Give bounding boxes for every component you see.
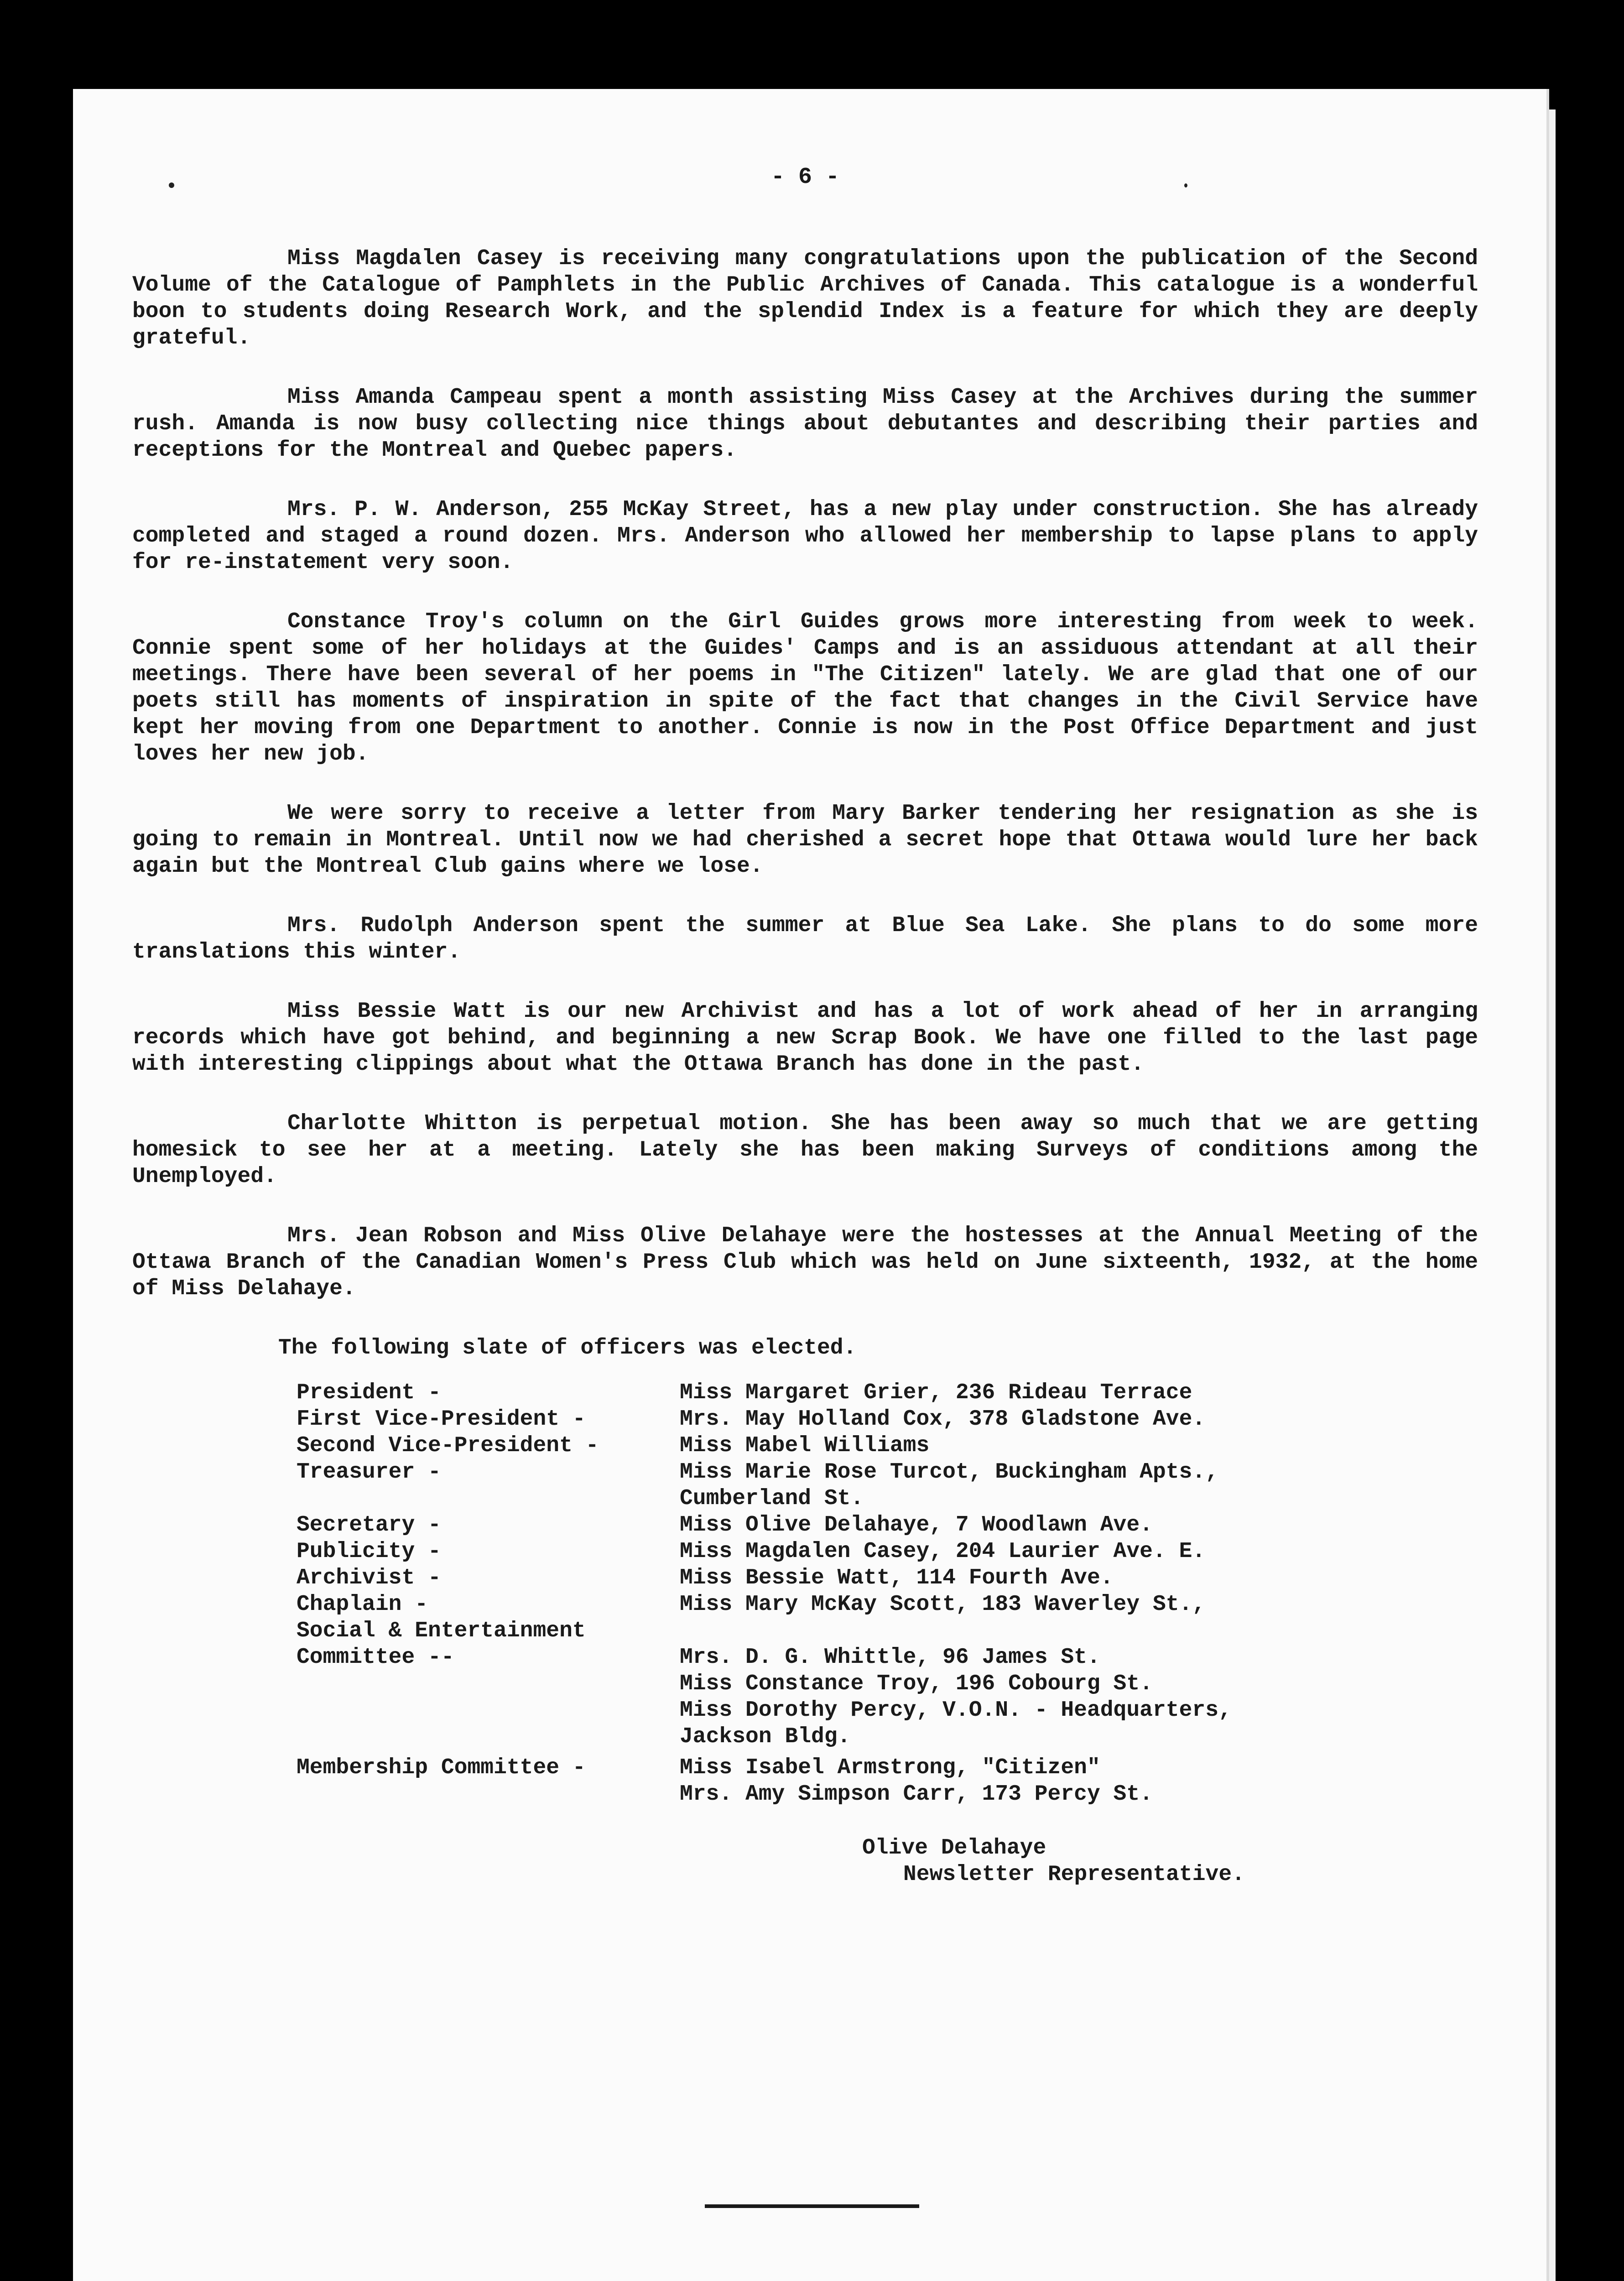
officer-role: Archivist - — [297, 1566, 441, 1590]
officer-name: Miss Marie Rose Turcot, Buckingham Apts., Cumberland St. — [680, 1460, 1218, 1511]
paragraph-pw-anderson: Mrs. P. W. Anderson, 255 McKay Street, has a new play under construction. She has already completed and staged a round dozen. Mrs. Anderson who allowed her membership to lapse plans to apply for re-instatement very soon. — [132, 497, 1478, 575]
news-paragraphs — [132, 245, 1478, 1302]
officer-name: Miss Isabel Armstrong, "Citizen" Mrs. Amy Simpson Carr, 173 Percy St. — [680, 1755, 1153, 1807]
officer-name: Mrs. D. G. Whittle, 96 James St. Miss Constance Troy, 196 Cobourg St. Miss Dorothy Percy, V.O.N. - Headquarters, Jackson Bldg. — [680, 1645, 1232, 1749]
signature-name: Olive Delahaye — [862, 1836, 1046, 1860]
signature-title: Newsletter Representative. — [903, 1862, 1245, 1887]
signature-block — [862, 1835, 1478, 1888]
officer-row — [297, 1538, 1346, 1565]
paragraph-annual-meeting: Mrs. Jean Robson and Miss Olive Delahaye were the hostesses at the Annual Meeting of the Ottawa Branch of the Canadian Women's Press Club which was held on June sixteenth, 1932, at the home of Miss Delahaye. — [132, 1224, 1478, 1301]
officer-row — [297, 1755, 1346, 1807]
officer-row — [297, 1459, 1346, 1512]
officer-row — [297, 1591, 1346, 1618]
officer-role: First Vice-President - — [297, 1407, 586, 1432]
paragraph-barker: We were sorry to receive a letter from Mary Barker tendering her resignation as she is going to remain in Montreal. Until now we had cherished a secret hope that Ottawa would lure her back again but the Montreal Club gains where we lose. — [132, 801, 1478, 879]
officer-role: Secretary - — [297, 1513, 441, 1537]
paragraph-rudolph-anderson: Mrs. Rudolph Anderson spent the summer at Blue Sea Lake. She plans to do some more translations this winter. — [132, 913, 1478, 964]
officer-name: Miss Mabel Williams — [680, 1433, 930, 1458]
officer-row — [297, 1618, 1346, 1750]
officer-name: Miss Bessie Watt, 114 Fourth Ave. — [680, 1566, 1114, 1590]
officer-row — [297, 1406, 1346, 1432]
officer-row — [297, 1565, 1346, 1591]
officer-role: Publicity - — [297, 1539, 441, 1564]
page-number: - 6 - — [770, 164, 840, 190]
officer-role: President - — [297, 1380, 441, 1405]
officer-row — [297, 1512, 1346, 1538]
officer-name: Mrs. May Holland Cox, 378 Gladstone Ave. — [680, 1407, 1206, 1432]
paragraph-whitton: Charlotte Whitton is perpetual motion. She has been away so much that we are getting homesick to see her at a meeting. Lately she has been making Surveys of conditions among the Unemployed. — [132, 1111, 1478, 1189]
officer-role: Membership Committee - — [297, 1755, 586, 1780]
officer-row — [297, 1380, 1346, 1406]
paragraph-casey: Miss Magdalen Casey is receiving many congratulations upon the publication of the Second Volume of the Catalogue of Pamphlets in the Public Archives of Canada. This catalogue is a wonderful boon to students doing Research Work, and the splendid Index is a feature for which they are deeply grateful. — [132, 246, 1478, 350]
officer-name: Miss Magdalen Casey, 204 Laurier Ave. E. — [680, 1539, 1206, 1564]
paragraph-campeau: Miss Amanda Campeau spent a month assisting Miss Casey at the Archives during the summer rush. Amanda is now busy collecting nice things about debutantes and describing their parties and receptions for the Montreal and Quebec papers. — [132, 385, 1478, 463]
slate-intro: The following slate of officers was elected. — [278, 1336, 857, 1360]
closing-rule — [705, 2204, 919, 2208]
paragraph-troy: Constance Troy's column on the Girl Guides grows more interesting from week to week. Connie spent some of her holidays at the Guides' Camps and is an assiduous attendant at all their meetings. There have been several of her poems in "The Citizen" lately. We are glad that one of our poets still has moments of inspiration in spite of the fact that changes in the Civil Service have kept her moving from one Department to another. Connie is now in the Post Office Department and just loves her new job. — [132, 609, 1478, 766]
officer-role: Second Vice-President - — [297, 1433, 599, 1458]
document-text — [132, 164, 1478, 1888]
paragraph-watt: Miss Bessie Watt is our new Archivist and has a lot of work ahead of her in arranging records which have got behind, and beginning a new Scrap Book. We have one filled to the last page with interesting clippings about what the Ottawa Branch has done in the past. — [132, 999, 1478, 1077]
officer-row — [297, 1432, 1346, 1459]
officer-name: Miss Margaret Grier, 236 Rideau Terrace — [680, 1380, 1192, 1405]
officer-role: Chaplain - — [297, 1592, 428, 1617]
officer-role: Social & Entertainment Committee -- — [297, 1619, 586, 1670]
officer-name: Miss Mary McKay Scott, 183 Waverley St., — [680, 1592, 1206, 1617]
officer-name: Miss Olive Delahaye, 7 Woodlawn Ave. — [680, 1513, 1153, 1537]
officer-list — [297, 1380, 1346, 1807]
officer-role: Treasurer - — [297, 1460, 441, 1484]
